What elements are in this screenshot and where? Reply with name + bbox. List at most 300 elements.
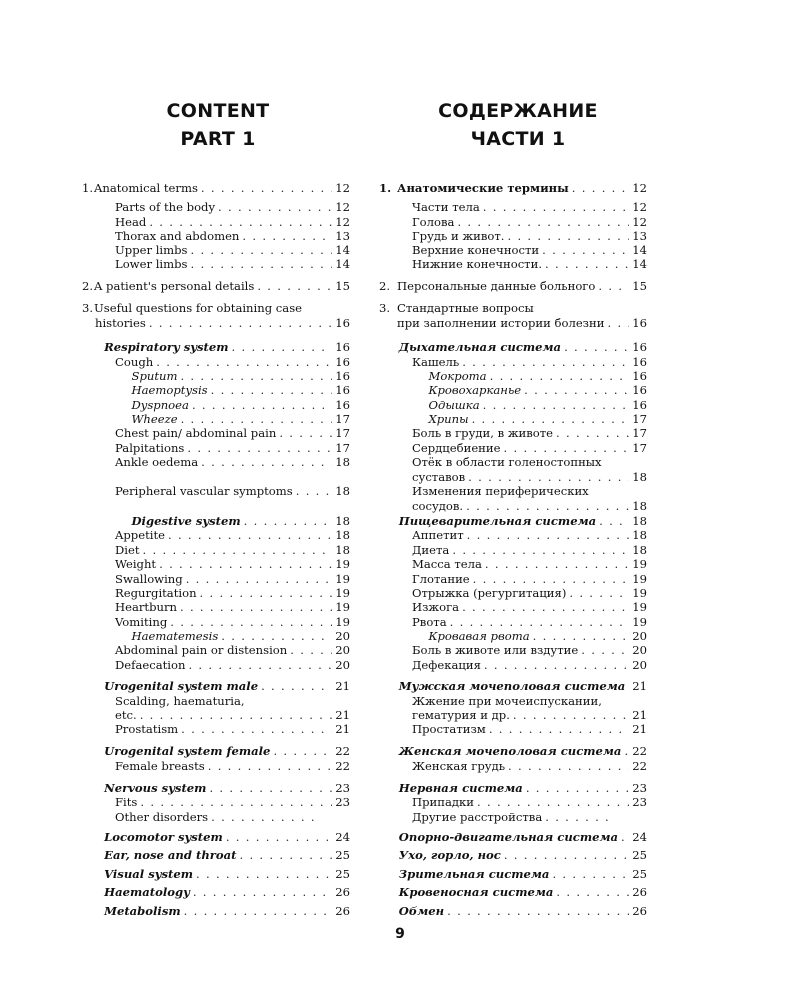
toc-entry-page: 18 xyxy=(632,543,647,557)
toc-entry-page: 12 xyxy=(632,215,647,229)
toc-entry-label: Head xyxy=(115,215,147,229)
toc-entry xyxy=(379,744,647,759)
dot-leader xyxy=(181,412,333,427)
toc-entry xyxy=(82,229,350,244)
dot-leader xyxy=(447,904,629,919)
title-line-2: PART 1 xyxy=(180,128,256,150)
toc-entry-label: Nervous system xyxy=(104,781,207,795)
toc-entry-label: Голова xyxy=(412,215,455,229)
toc-entry-label: Urogenital system male xyxy=(104,679,259,693)
toc-entry xyxy=(82,830,350,845)
toc-entry-label: Haematemesis xyxy=(131,629,219,643)
toc-entry xyxy=(82,867,350,882)
toc-entry xyxy=(379,200,647,215)
toc-entry xyxy=(82,528,350,543)
toc-entry xyxy=(82,398,350,413)
toc-entry xyxy=(82,629,350,644)
toc-entry xyxy=(82,759,350,774)
toc-entry xyxy=(82,557,350,572)
toc-entry-page: 19 xyxy=(632,557,647,571)
dot-leader xyxy=(296,484,333,499)
dot-leader xyxy=(279,426,332,441)
dot-leader xyxy=(462,355,629,370)
toc-entry-page: 21 xyxy=(335,679,350,693)
toc-entry-label: Swallowing xyxy=(115,572,183,586)
dot-leader xyxy=(170,615,332,630)
toc-entry-label: Боль в животе или вздутие xyxy=(412,643,579,657)
toc-entry xyxy=(82,257,350,272)
toc-entry-label: Urogenital system female xyxy=(104,744,271,758)
toc-entry xyxy=(379,426,647,441)
dot-leader xyxy=(621,830,629,845)
toc-entry xyxy=(82,340,350,355)
dot-leader xyxy=(542,243,629,258)
toc-entry-label: суставов xyxy=(412,470,466,484)
toc-entry xyxy=(379,759,647,774)
dot-leader xyxy=(201,181,332,196)
toc-entry-page: 19 xyxy=(335,586,350,600)
toc-entry xyxy=(82,412,350,427)
toc-entry xyxy=(379,470,647,485)
toc-entry xyxy=(82,543,350,558)
toc-entry-label: Мокрота xyxy=(428,369,487,383)
toc-entry-label: при заполнении истории болезни xyxy=(397,316,605,330)
toc-entry-label: Female breasts xyxy=(115,759,205,773)
dot-leader xyxy=(290,643,332,658)
toc-entry xyxy=(379,441,647,456)
toc-entry-label: Vomiting xyxy=(115,615,168,629)
toc-entry-page: 25 xyxy=(335,848,350,862)
dot-leader xyxy=(208,759,333,774)
dot-leader xyxy=(552,867,629,882)
toc-entry-label: Dyspnoea xyxy=(131,398,189,412)
dot-leader xyxy=(504,848,629,863)
toc-entry-label: Other disorders xyxy=(115,810,209,824)
dot-leader xyxy=(468,470,629,485)
toc-entry-page: 22 xyxy=(335,744,350,758)
toc-entry-label: Useful questions for obtaining case xyxy=(94,301,303,315)
toc-entry-page: 20 xyxy=(335,643,350,657)
toc-entry-page: 18 xyxy=(632,470,647,484)
toc-entry xyxy=(379,586,647,601)
toc-entry xyxy=(379,528,647,543)
toc-entry xyxy=(82,679,350,694)
toc-entry-label: Appetite xyxy=(115,528,165,542)
dot-leader xyxy=(466,499,629,514)
dot-leader xyxy=(143,543,333,558)
toc-entry-page: 21 xyxy=(335,708,350,722)
toc-entry-label: Wheeze xyxy=(131,412,178,426)
dot-leader xyxy=(513,708,629,723)
toc-entry-label: Глотание xyxy=(412,572,470,586)
toc-entry-page: 18 xyxy=(335,528,350,542)
toc-entry-label: Женская грудь xyxy=(412,759,506,773)
toc-entry-page: 14 xyxy=(632,257,647,271)
toc-entry-label: Отрыжка (регургитация) xyxy=(412,586,567,600)
toc-entry-label: Аппетит xyxy=(412,528,464,542)
dot-leader xyxy=(473,572,630,587)
toc-entry-page: 12 xyxy=(335,200,350,214)
toc-entry-page: 20 xyxy=(632,629,647,643)
toc-entry-page: 15 xyxy=(632,279,647,293)
toc-entry-page: 16 xyxy=(335,340,350,354)
dot-leader xyxy=(221,629,332,644)
toc-entry-page: 19 xyxy=(632,586,647,600)
toc-entry xyxy=(379,383,647,398)
toc-entry-label: гематурия и др. xyxy=(412,708,510,722)
toc-entry xyxy=(82,643,350,658)
content-title-russian xyxy=(368,97,668,153)
page-number: 9 xyxy=(395,926,405,942)
dot-leader xyxy=(187,441,332,456)
toc-entry-label: Anatomical terms xyxy=(94,181,198,195)
toc-entry-page: 16 xyxy=(632,398,647,412)
dot-leader xyxy=(564,340,629,355)
toc-entry-label: Haemoptysis xyxy=(131,383,208,397)
toc-entry-label: Женская мочеполовая система xyxy=(398,744,622,758)
toc-entry-page: 25 xyxy=(632,848,647,862)
toc-entry xyxy=(82,904,350,919)
toc-entry-number: 1. xyxy=(82,181,94,195)
dot-leader xyxy=(140,795,332,810)
toc-entry-number: 2. xyxy=(379,279,391,293)
toc-entry xyxy=(82,200,350,215)
toc-entry-page: 16 xyxy=(335,369,350,383)
toc-entry-label: Digestive system xyxy=(131,514,241,528)
toc-entry-page: 16 xyxy=(632,316,647,330)
toc-entry xyxy=(82,369,350,384)
toc-entry-label: сосудов. xyxy=(412,499,464,513)
dot-leader xyxy=(190,257,332,272)
toc-entry xyxy=(82,181,350,196)
toc-entry xyxy=(379,412,647,427)
toc-entry xyxy=(82,572,350,587)
toc-entry-label: A patient's personal details xyxy=(94,279,255,293)
toc-entry-page: 22 xyxy=(632,759,647,773)
toc-entry-label: Части тела xyxy=(412,200,480,214)
toc-entry xyxy=(82,426,350,441)
toc-entry xyxy=(82,810,350,825)
toc-entry-label: Scalding, haematuria, xyxy=(115,694,245,708)
toc-entry xyxy=(82,615,350,630)
dot-leader xyxy=(273,744,332,759)
toc-entry-label: Боль в груди, в животе xyxy=(412,426,554,440)
dot-leader xyxy=(181,722,332,737)
toc-entry xyxy=(379,243,647,258)
dot-leader xyxy=(452,543,629,558)
toc-entry-page: 17 xyxy=(632,412,647,426)
toc-entry xyxy=(82,215,350,230)
toc-entry xyxy=(82,316,350,331)
toc-entry-label: Изжога xyxy=(412,600,460,614)
toc-entry xyxy=(379,643,647,658)
toc-entry-label: Palpitations xyxy=(115,441,185,455)
toc-entry xyxy=(82,658,350,673)
toc-entry-label: Рвота xyxy=(412,615,447,629)
toc-entry-page: 21 xyxy=(632,708,647,722)
toc-entry-label: Зрительная система xyxy=(398,867,550,881)
toc-entry xyxy=(379,279,647,294)
dot-leader xyxy=(533,629,630,644)
dot-leader xyxy=(524,383,629,398)
dot-leader xyxy=(526,781,629,796)
toc-entry xyxy=(82,383,350,398)
toc-entry-label: Хрипы xyxy=(428,412,469,426)
toc-entry-page: 17 xyxy=(335,412,350,426)
toc-entry xyxy=(379,867,647,882)
toc-entry-label: Regurgitation xyxy=(115,586,197,600)
toc-entry-page: 25 xyxy=(335,867,350,881)
toc-entry-label: Parts of the body xyxy=(115,200,216,214)
toc-entry-label: Prostatism xyxy=(115,722,179,736)
toc-entry-page: 12 xyxy=(335,215,350,229)
dot-leader xyxy=(477,795,629,810)
toc-entry-label: Анатомические термины xyxy=(397,181,569,195)
title-line-1: СОДЕРЖАНИЕ xyxy=(438,100,598,122)
dot-leader xyxy=(201,455,332,470)
toc-entry-label: Грудь и живот. xyxy=(412,229,505,243)
toc-entry-label: Defaecation xyxy=(115,658,186,672)
toc-entry-page: 18 xyxy=(632,514,647,528)
toc-entry-label: Ear, nose and throat xyxy=(104,848,237,862)
toc-entry-label: Кровавая рвота xyxy=(428,629,530,643)
toc-entry-label: Сердцебиение xyxy=(412,441,501,455)
dot-leader xyxy=(556,885,629,900)
toc-entry xyxy=(379,795,647,810)
toc-entry xyxy=(379,181,647,196)
toc-entry xyxy=(379,557,647,572)
toc-entry-page: 23 xyxy=(335,781,350,795)
dot-leader xyxy=(184,904,333,919)
dot-leader xyxy=(545,257,629,272)
toc-entry-label: Weight xyxy=(115,557,157,571)
dot-leader xyxy=(192,398,332,413)
dot-leader xyxy=(624,744,629,759)
toc-entry-page: 20 xyxy=(335,658,350,672)
toc-entry-label: Cough xyxy=(115,355,154,369)
toc-entry-page: 13 xyxy=(632,229,647,243)
toc-entry-label: Abdominal pain or distension xyxy=(115,643,288,657)
toc-entry-label: Диета xyxy=(412,543,450,557)
dot-leader xyxy=(211,383,333,398)
toc-entry-page: 15 xyxy=(335,279,350,293)
toc-entry-page: 21 xyxy=(632,679,647,693)
toc-entry-label: Кровохарканье xyxy=(428,383,522,397)
dot-leader xyxy=(628,679,629,694)
toc-entry-page: 19 xyxy=(632,615,647,629)
toc-entry-label: Простатизм xyxy=(412,722,486,736)
dot-leader xyxy=(485,557,629,572)
dot-leader xyxy=(193,885,332,900)
dot-leader xyxy=(186,572,333,587)
toc-entry-label: Thorax and abdomen xyxy=(115,229,240,243)
toc-entry-label: Одышка xyxy=(428,398,480,412)
toc-entry-label: Масса тела xyxy=(412,557,482,571)
dot-leader xyxy=(244,514,333,529)
dot-leader xyxy=(504,441,630,456)
dot-leader xyxy=(507,229,629,244)
toc-entry-page: 18 xyxy=(335,455,350,469)
toc-entry-page: 17 xyxy=(335,426,350,440)
toc-entry-page: 19 xyxy=(335,600,350,614)
toc-entry-label: Верхние конечности xyxy=(412,243,540,257)
toc-entry xyxy=(82,586,350,601)
toc-entry xyxy=(379,810,647,825)
toc-entry-label: Жжение при мочеиспускании, xyxy=(412,694,602,708)
dot-leader xyxy=(599,514,629,529)
toc-entry-label: Опорно-двигательная система xyxy=(398,830,619,844)
dot-leader xyxy=(257,279,332,294)
title-line-2: ЧАСТИ 1 xyxy=(470,128,566,150)
toc-entry-page: 16 xyxy=(335,316,350,330)
toc-entry xyxy=(379,600,647,615)
toc-entry-label: etc. xyxy=(115,708,137,722)
dot-leader xyxy=(149,316,332,331)
toc-entry-page: 18 xyxy=(335,543,350,557)
toc-entry-label: Изменения периферических xyxy=(412,484,589,498)
toc-entry-label: Другие расстройства xyxy=(412,810,543,824)
toc-entry-page: 24 xyxy=(632,830,647,844)
toc-entry-page: 16 xyxy=(335,383,350,397)
dot-leader xyxy=(462,600,629,615)
toc-entry-page: 21 xyxy=(335,722,350,736)
dot-leader xyxy=(508,759,629,774)
toc-entry xyxy=(82,279,350,294)
toc-entry xyxy=(379,215,647,230)
dot-leader xyxy=(156,355,332,370)
toc-entry xyxy=(379,484,647,499)
toc-entry-page: 26 xyxy=(335,885,350,899)
toc-entry xyxy=(379,904,647,919)
toc-entry-label: Haematology xyxy=(104,885,190,899)
dot-leader xyxy=(556,426,629,441)
toc-entry-label: Diet xyxy=(115,543,140,557)
toc-entry-label: Metabolism xyxy=(104,904,181,918)
toc-entry-page: 12 xyxy=(335,181,350,195)
toc-entry-page: 26 xyxy=(632,885,647,899)
toc-entry xyxy=(379,514,647,529)
toc-entry-number: 2. xyxy=(82,279,94,293)
toc-entry-label: Кровеносная система xyxy=(398,885,554,899)
toc-entry xyxy=(379,848,647,863)
toc-entry-label: Visual system xyxy=(104,867,194,881)
toc-entry xyxy=(379,301,647,316)
dot-leader xyxy=(180,369,332,384)
dot-leader xyxy=(209,781,332,796)
toc-entry xyxy=(379,369,647,384)
dot-leader xyxy=(467,528,630,543)
toc-entry-label: Пищеварительная система xyxy=(398,514,597,528)
toc-entry-label: Heartburn xyxy=(115,600,177,614)
toc-entry-page: 16 xyxy=(335,398,350,412)
toc-entry-label: Peripheral vascular symptoms xyxy=(115,484,293,498)
toc-entry xyxy=(379,316,647,331)
toc-entry-label: Respiratory system xyxy=(104,340,229,354)
toc-entry xyxy=(379,543,647,558)
toc-entry-number: 3. xyxy=(379,301,391,315)
toc-entry-page: 18 xyxy=(632,528,647,542)
toc-entry xyxy=(82,301,350,316)
dot-leader xyxy=(457,215,629,230)
toc-entry-page: 13 xyxy=(335,229,350,243)
toc-entry xyxy=(379,340,647,355)
toc-entry-label: Припадки xyxy=(412,795,475,809)
toc-entry xyxy=(379,229,647,244)
toc-entry xyxy=(82,744,350,759)
toc-entry-page: 18 xyxy=(632,499,647,513)
toc-entry xyxy=(379,830,647,845)
toc-entry-label: Ухо, горло, нос xyxy=(398,848,501,862)
toc-entry-label: Upper limbs xyxy=(115,243,188,257)
toc-entry-page: 16 xyxy=(632,340,647,354)
dot-leader xyxy=(196,867,332,882)
toc-entry-page: 26 xyxy=(632,904,647,918)
toc-entry-page: 12 xyxy=(632,200,647,214)
toc-entry xyxy=(379,455,647,470)
toc-entry-page: 19 xyxy=(632,600,647,614)
dot-leader xyxy=(483,200,629,215)
toc-entry-page: 16 xyxy=(632,383,647,397)
toc-entry xyxy=(379,708,647,723)
toc-entry xyxy=(82,600,350,615)
toc-entry-page: 14 xyxy=(335,243,350,257)
toc-entry-label: Ankle oedema xyxy=(115,455,199,469)
toc-entry-label: Дыхательная система xyxy=(398,340,562,354)
toc-entry xyxy=(82,722,350,737)
toc-entry-page: 22 xyxy=(335,759,350,773)
dot-leader xyxy=(261,679,332,694)
toc-entry xyxy=(379,658,647,673)
toc-entry-label: Персональные данные больного xyxy=(397,279,596,293)
dot-leader xyxy=(168,528,332,543)
dot-leader xyxy=(490,369,630,384)
toc-entry xyxy=(82,795,350,810)
toc-entry-label: Кашель xyxy=(412,355,460,369)
dot-leader xyxy=(484,658,629,673)
toc-entry-page: 16 xyxy=(632,369,647,383)
toc-entry-page: 25 xyxy=(632,867,647,881)
toc-entry-page: 17 xyxy=(335,441,350,455)
toc-entry-page: 19 xyxy=(335,572,350,586)
toc-entry xyxy=(379,722,647,737)
toc-entry-page: 16 xyxy=(335,355,350,369)
toc-entry-page: 20 xyxy=(632,658,647,672)
dot-leader xyxy=(489,722,629,737)
toc-entry-label: Fits xyxy=(115,795,138,809)
dot-leader xyxy=(607,316,629,331)
dot-leader xyxy=(211,810,321,825)
toc-entry-page: 14 xyxy=(632,243,647,257)
toc-entry xyxy=(82,441,350,456)
toc-entry-page: 23 xyxy=(632,781,647,795)
toc-entry xyxy=(82,514,350,529)
dot-leader xyxy=(180,600,332,615)
toc-entry xyxy=(82,243,350,258)
dot-leader xyxy=(545,810,615,825)
toc-entry-page: 20 xyxy=(335,629,350,643)
toc-entry-page: 20 xyxy=(632,643,647,657)
toc-entry-label: Мужская мочеполовая система xyxy=(398,679,626,693)
toc-entry-page: 19 xyxy=(632,572,647,586)
toc-entry-page: 26 xyxy=(335,904,350,918)
toc-entry-label: Обмен xyxy=(398,904,445,918)
toc-entry xyxy=(379,679,647,694)
dot-leader xyxy=(218,200,332,215)
toc-entry-page: 12 xyxy=(632,181,647,195)
toc-entry-label: Lower limbs xyxy=(115,257,188,271)
dot-leader xyxy=(200,586,333,601)
dot-leader xyxy=(472,412,630,427)
